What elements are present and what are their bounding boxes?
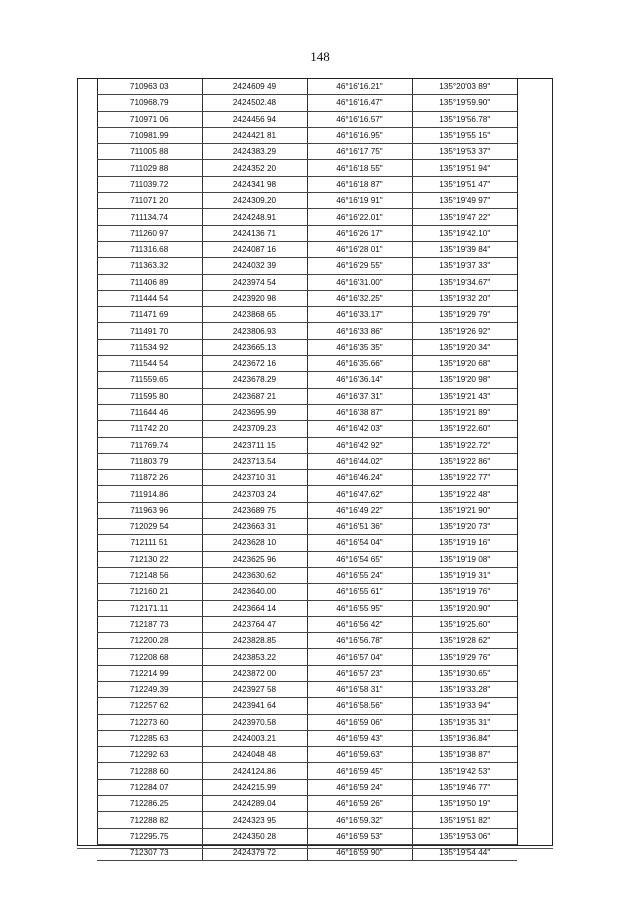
latitude-cell: 46°16'42 03" [307,421,412,437]
table-row [97,698,517,714]
latitude-cell: 46°16'56.78" [307,633,412,649]
table-row [97,470,517,486]
longitude-cell: 135°19'21 89" [412,404,517,420]
longitude-cell: 135°19'42.10" [412,225,517,241]
x-coordinate-cell: 711316.68 [97,241,202,257]
x-coordinate-cell: 712292 63 [97,747,202,763]
latitude-cell: 46°16'59.63" [307,747,412,763]
x-coordinate-cell: 711029 88 [97,160,202,176]
longitude-cell: 135°19'20 73" [412,519,517,535]
y-coordinate-cell: 2423628 10 [202,535,307,551]
longitude-cell: 135°19'22 86" [412,453,517,469]
x-coordinate-cell: 712288 60 [97,763,202,779]
table-row [97,160,517,176]
latitude-cell: 46°16'16.95" [307,127,412,143]
longitude-cell: 135°19'29 76" [412,649,517,665]
x-coordinate-cell: 712286.25 [97,796,202,812]
y-coordinate-cell: 2424136 71 [202,225,307,241]
latitude-cell: 46°16'16.47" [307,95,412,111]
x-coordinate-cell: 711769.74 [97,437,202,453]
x-coordinate-cell: 712257 62 [97,698,202,714]
table-row [97,356,517,372]
y-coordinate-cell: 2424124.86 [202,763,307,779]
table-row [97,812,517,828]
table-row [97,193,517,209]
coordinates-table-body [97,79,517,861]
longitude-cell: 135°19'56.78" [412,111,517,127]
table-row [97,290,517,306]
y-coordinate-cell: 2424309.20 [202,193,307,209]
latitude-cell: 46°16'46.24" [307,470,412,486]
table-row [97,437,517,453]
latitude-cell: 46°16'56 42" [307,616,412,632]
latitude-cell: 46°16'38 87" [307,404,412,420]
y-coordinate-cell: 2423640.00 [202,584,307,600]
longitude-cell: 135°19'38 87" [412,747,517,763]
latitude-cell: 46°16'17 75" [307,144,412,160]
y-coordinate-cell: 2423806.93 [202,323,307,339]
latitude-cell: 46°16'44.02" [307,453,412,469]
x-coordinate-cell: 711491 70 [97,323,202,339]
y-coordinate-cell: 2423663 31 [202,519,307,535]
page-number: 148 [310,49,330,64]
table-row [97,404,517,420]
longitude-cell: 135°19'22.72" [412,437,517,453]
latitude-cell: 46°16'16.21" [307,79,412,95]
table-row [97,144,517,160]
latitude-cell: 46°16'59.32" [307,812,412,828]
x-coordinate-cell: 712187 73 [97,616,202,632]
latitude-cell: 46°16'37 31" [307,388,412,404]
right-empty-column [517,79,518,845]
longitude-cell: 135°19'46 77" [412,779,517,795]
table-row [97,730,517,746]
x-coordinate-cell: 712295.75 [97,828,202,844]
table-row [97,665,517,681]
y-coordinate-cell: 2423713.54 [202,453,307,469]
y-coordinate-cell: 2423664 14 [202,600,307,616]
y-coordinate-cell: 2423678.29 [202,372,307,388]
latitude-cell: 46°16'18 87" [307,176,412,192]
longitude-cell: 135°19'51 94" [412,160,517,176]
table-row [97,127,517,143]
latitude-cell: 46°16'35.66" [307,356,412,372]
y-coordinate-cell: 2423630.62 [202,567,307,583]
x-coordinate-cell: 712284 07 [97,779,202,795]
x-coordinate-cell: 712148 56 [97,567,202,583]
y-coordinate-cell: 2424379 72 [202,844,307,860]
y-coordinate-cell: 2423665.13 [202,339,307,355]
y-coordinate-cell: 2423927 58 [202,681,307,697]
longitude-cell: 135°19'26 92" [412,323,517,339]
latitude-cell: 46°16'31.00" [307,274,412,290]
y-coordinate-cell: 2424350 28 [202,828,307,844]
longitude-cell: 135°19'53 06" [412,828,517,844]
longitude-cell: 135°19'19 31" [412,567,517,583]
x-coordinate-cell: 712160 21 [97,584,202,600]
table-row [97,714,517,730]
x-coordinate-cell: 711559.65 [97,372,202,388]
y-coordinate-cell: 2423711 15 [202,437,307,453]
coordinates-table [97,79,517,861]
y-coordinate-cell: 2423828.85 [202,633,307,649]
latitude-cell: 46°16'57 23" [307,665,412,681]
table-row [97,258,517,274]
latitude-cell: 46°16'47.62" [307,486,412,502]
y-coordinate-cell: 2424003.21 [202,730,307,746]
x-coordinate-cell: 712208 68 [97,649,202,665]
y-coordinate-cell: 2424352 20 [202,160,307,176]
latitude-cell: 46°16'22.01" [307,209,412,225]
table-row [97,502,517,518]
y-coordinate-cell: 2423689 75 [202,502,307,518]
table-row [97,274,517,290]
longitude-cell: 135°19'19 16" [412,535,517,551]
x-coordinate-cell: 712214 99 [97,665,202,681]
table-row [97,600,517,616]
latitude-cell: 46°16'28 01" [307,241,412,257]
x-coordinate-cell: 712200.28 [97,633,202,649]
x-coordinate-cell: 711914.86 [97,486,202,502]
y-coordinate-cell: 2423920 98 [202,290,307,306]
table-row [97,486,517,502]
y-coordinate-cell: 2423695.99 [202,404,307,420]
table-row [97,241,517,257]
table-row [97,225,517,241]
table-row [97,796,517,812]
longitude-cell: 135°19'49 97" [412,193,517,209]
table-row [97,339,517,355]
latitude-cell: 46°16'33.17" [307,307,412,323]
longitude-cell: 135°19'51 82" [412,812,517,828]
y-coordinate-cell: 2423710 31 [202,470,307,486]
x-coordinate-cell: 712171.11 [97,600,202,616]
y-coordinate-cell: 2423625 96 [202,551,307,567]
x-coordinate-cell: 712130 22 [97,551,202,567]
latitude-cell: 46°16'54 65" [307,551,412,567]
table-row [97,649,517,665]
longitude-cell: 135°19'28 62" [412,633,517,649]
table-row [97,176,517,192]
latitude-cell: 46°16'59 26" [307,796,412,812]
table-row [97,681,517,697]
latitude-cell: 46°16'18 55" [307,160,412,176]
longitude-cell: 135°19'39 84" [412,241,517,257]
latitude-cell: 46°16'16.57" [307,111,412,127]
latitude-cell: 46°16'59 24" [307,779,412,795]
y-coordinate-cell: 2424087 16 [202,241,307,257]
longitude-cell: 135°19'22 77" [412,470,517,486]
longitude-cell: 135°19'36.84" [412,730,517,746]
latitude-cell: 46°16'59 43" [307,730,412,746]
longitude-cell: 135°19'55 15" [412,127,517,143]
x-coordinate-cell: 711005 88 [97,144,202,160]
latitude-cell: 46°16'33 86" [307,323,412,339]
y-coordinate-cell: 2423672 16 [202,356,307,372]
y-coordinate-cell: 2423853.22 [202,649,307,665]
table-row [97,763,517,779]
y-coordinate-cell: 2424456 94 [202,111,307,127]
latitude-cell: 46°16'59 45" [307,763,412,779]
x-coordinate-cell: 711406 89 [97,274,202,290]
longitude-cell: 135°19'32 20" [412,290,517,306]
y-coordinate-cell: 2423974 54 [202,274,307,290]
y-coordinate-cell: 2424248.91 [202,209,307,225]
x-coordinate-cell: 711039.72 [97,176,202,192]
longitude-cell: 135°19'22.60" [412,421,517,437]
latitude-cell: 46°16'57 04" [307,649,412,665]
y-coordinate-cell: 2423970.58 [202,714,307,730]
longitude-cell: 135°19'20 68" [412,356,517,372]
table-row [97,747,517,763]
latitude-cell: 46°16'36.14" [307,372,412,388]
longitude-cell: 135°19'20 98" [412,372,517,388]
table-row [97,567,517,583]
x-coordinate-cell: 711363.32 [97,258,202,274]
latitude-cell: 46°16'29 55" [307,258,412,274]
latitude-cell: 46°16'59 53" [307,828,412,844]
x-coordinate-cell: 712307 73 [97,844,202,860]
table-row [97,95,517,111]
y-coordinate-cell: 2423868 65 [202,307,307,323]
latitude-cell: 46°16'58.56" [307,698,412,714]
table-row [97,388,517,404]
table-row [97,779,517,795]
table-row [97,519,517,535]
x-coordinate-cell: 711803 79 [97,453,202,469]
longitude-cell: 135°19'19 76" [412,584,517,600]
latitude-cell: 46°16'55 61" [307,584,412,600]
x-coordinate-cell: 711644 46 [97,404,202,420]
table-row [97,844,517,860]
latitude-cell: 46°16'35 35" [307,339,412,355]
longitude-cell: 135°19'29 79" [412,307,517,323]
longitude-cell: 135°19'19 08" [412,551,517,567]
y-coordinate-cell: 2424032 39 [202,258,307,274]
table-row [97,453,517,469]
x-coordinate-cell: 712111 51 [97,535,202,551]
longitude-cell: 135°19'30.65" [412,665,517,681]
y-coordinate-cell: 2424421 81 [202,127,307,143]
table-row [97,209,517,225]
x-coordinate-cell: 711963 96 [97,502,202,518]
y-coordinate-cell: 2424323 95 [202,812,307,828]
x-coordinate-cell: 711134.74 [97,209,202,225]
table-row [97,828,517,844]
longitude-cell: 135°19'33.28" [412,681,517,697]
longitude-cell: 135°19'21 43" [412,388,517,404]
y-coordinate-cell: 2424383.29 [202,144,307,160]
y-coordinate-cell: 2424341 98 [202,176,307,192]
table-row [97,111,517,127]
x-coordinate-cell: 711071 20 [97,193,202,209]
table-row [97,307,517,323]
longitude-cell: 135°19'42 53" [412,763,517,779]
x-coordinate-cell: 711595 80 [97,388,202,404]
latitude-cell: 46°16'32.25" [307,290,412,306]
x-coordinate-cell: 711544 54 [97,356,202,372]
x-coordinate-cell: 711742 20 [97,421,202,437]
y-coordinate-cell: 2423764 47 [202,616,307,632]
latitude-cell: 46°16'59 90" [307,844,412,860]
x-coordinate-cell: 711534 92 [97,339,202,355]
x-coordinate-cell: 710963 03 [97,79,202,95]
longitude-cell: 135°19'51 47" [412,176,517,192]
longitude-cell: 135°19'35 31" [412,714,517,730]
longitude-cell: 135°19'59.90" [412,95,517,111]
latitude-cell: 46°16'49 22" [307,502,412,518]
y-coordinate-cell: 2423709.23 [202,421,307,437]
x-coordinate-cell: 711444 54 [97,290,202,306]
latitude-cell: 46°16'42 92" [307,437,412,453]
y-coordinate-cell: 2424289.04 [202,796,307,812]
table-row [97,372,517,388]
table-row [97,79,517,95]
y-coordinate-cell: 2423872 00 [202,665,307,681]
bottom-rule [77,848,553,849]
table-row [97,323,517,339]
longitude-cell: 135°19'20.90" [412,600,517,616]
longitude-cell: 135°19'50 19" [412,796,517,812]
longitude-cell: 135°19'54 44" [412,844,517,860]
y-coordinate-cell: 2424048 48 [202,747,307,763]
latitude-cell: 46°16'26 17" [307,225,412,241]
longitude-cell: 135°19'37 33" [412,258,517,274]
latitude-cell: 46°16'51 36" [307,519,412,535]
x-coordinate-cell: 710981.99 [97,127,202,143]
y-coordinate-cell: 2424609 49 [202,79,307,95]
x-coordinate-cell: 712029 54 [97,519,202,535]
longitude-cell: 135°19'21 90" [412,502,517,518]
table-row [97,616,517,632]
latitude-cell: 46°16'54 04" [307,535,412,551]
latitude-cell: 46°16'58 31" [307,681,412,697]
y-coordinate-cell: 2423703 24 [202,486,307,502]
table-row [97,551,517,567]
longitude-cell: 135°19'34.67" [412,274,517,290]
x-coordinate-cell: 712288 82 [97,812,202,828]
latitude-cell: 46°16'59 06" [307,714,412,730]
x-coordinate-cell: 710971 06 [97,111,202,127]
longitude-cell: 135°19'33 94" [412,698,517,714]
x-coordinate-cell: 712285 63 [97,730,202,746]
x-coordinate-cell: 711872 26 [97,470,202,486]
table-row [97,535,517,551]
y-coordinate-cell: 2424502.48 [202,95,307,111]
x-coordinate-cell: 712273 60 [97,714,202,730]
longitude-cell: 135°19'25.60" [412,616,517,632]
table-row [97,421,517,437]
longitude-cell: 135°20'03 89" [412,79,517,95]
latitude-cell: 46°16'19 91" [307,193,412,209]
table-row [97,584,517,600]
longitude-cell: 135°19'53 37" [412,144,517,160]
x-coordinate-cell: 710968.79 [97,95,202,111]
x-coordinate-cell: 712249.39 [97,681,202,697]
longitude-cell: 135°19'20 34" [412,339,517,355]
longitude-cell: 135°19'47 22" [412,209,517,225]
longitude-cell: 135°19'22 48" [412,486,517,502]
y-coordinate-cell: 2423687 21 [202,388,307,404]
x-coordinate-cell: 711260 97 [97,225,202,241]
y-coordinate-cell: 2424215.99 [202,779,307,795]
latitude-cell: 46°16'55 24" [307,567,412,583]
y-coordinate-cell: 2423941 64 [202,698,307,714]
table-row [97,633,517,649]
coordinates-table-frame [77,78,553,858]
x-coordinate-cell: 711471 69 [97,307,202,323]
latitude-cell: 46°16'55 95" [307,600,412,616]
